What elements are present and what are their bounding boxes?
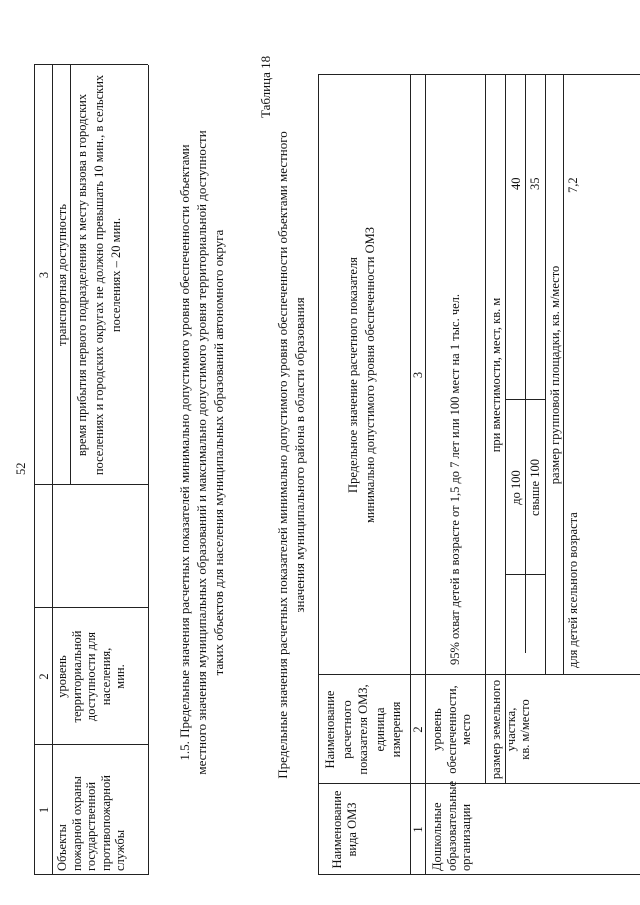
table1-level-label: уровень территориальной доступности для населения, мин. (55, 630, 127, 723)
table18-head-indicator: Наименование расчетного показателя ОМЗ, единица измерения (323, 684, 403, 775)
table18-head-limit-value: Предельное значение расчетного показателя минимально допустимого уровня обеспеченности ОМЗ (346, 226, 377, 524)
table18-head-kind: Наименование вида ОМЗ (330, 790, 359, 869)
table18-num-1: 1 (411, 826, 425, 833)
table1-description: время прибытия первого подразделения к месту вызова в городских поселениях и городских округах не должно превышать 10 мин., в сельских поселениях – 20 мин. (75, 74, 123, 476)
table18-label: Таблица 18 (258, 55, 273, 118)
table18-land-label: размер земельного участка, кв. м/место (489, 679, 532, 780)
table18-over-100-value: 35 (528, 177, 542, 190)
table18-group-area-header: размер групповой площадки, кв. м/место (548, 265, 562, 485)
table18-over-100: свыше 100 (528, 459, 542, 516)
table18-caption: Предельные значения расчетных показателей минимально допустимого уровня обеспеченности объектами местного значения муниципального района в области образования (275, 131, 307, 779)
table18-upto-100: до 100 (509, 470, 523, 505)
table1-header-col2: 2 (37, 673, 51, 680)
table18-num-3: 3 (411, 371, 425, 379)
table18-capacity-header: при вместимости, мест, кв. м (489, 297, 503, 453)
table18-coverage-value: 95% охват детей в возрасте от 1,5 до 7 лет или 100 мест на 1 тыс. чел. (448, 293, 462, 665)
table18-nursery-age: для детей ясельного возраста (566, 512, 580, 668)
page-number: 52 (14, 462, 28, 475)
table18-kind-preschool: Дошкольные образовательные организации (430, 780, 473, 871)
table1-section-label: транспортная доступность (55, 204, 69, 346)
table18-upto-100-value: 40 (509, 177, 523, 190)
table1-header-col3: 3 (37, 271, 51, 279)
table1-header-col1: 1 (37, 806, 51, 814)
section-1-5-heading: 1.5. Предельные значения расчетных показателей минимально допустимого уровня обеспеченности объектами местного значения муниципальных образований и максимально допустимого уровня территориальной доступности таких объектов для населения муниципальных образований автономного округа (177, 130, 226, 775)
table18-num-2: 2 (411, 726, 425, 733)
table18-nursery-value: 7,2 (566, 177, 580, 193)
table1-object-name: Объекты пожарной охраны государственной противопожарной службы (55, 775, 127, 871)
table18-level-label: уровень обеспеченности, место (430, 685, 473, 774)
